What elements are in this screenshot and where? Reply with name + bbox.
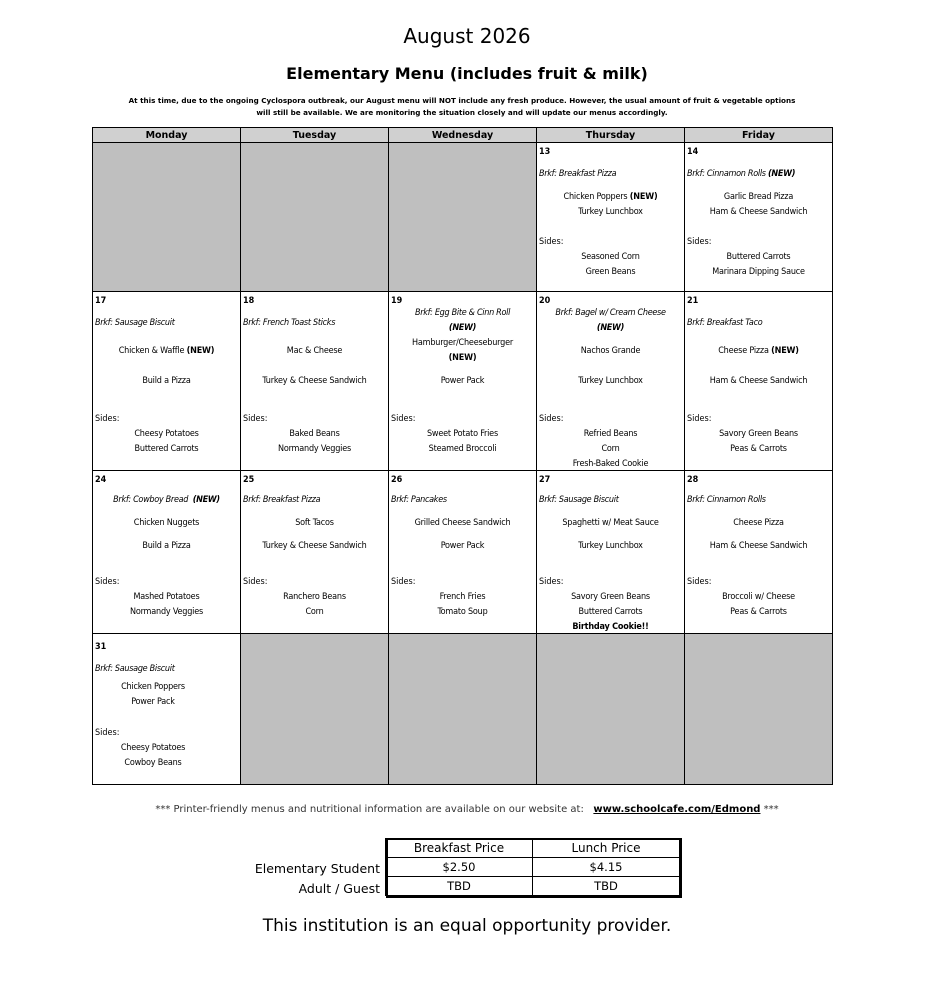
- day-number: 31: [95, 642, 107, 652]
- day-number: 14: [687, 147, 699, 157]
- side-item: Refried Beans: [583, 429, 638, 439]
- side-item: Cheesy Potatoes: [134, 429, 199, 439]
- side-item: Steamed Broccoli: [428, 444, 497, 454]
- equal-opportunity-statement: This institution is an equal opportunity provider.: [262, 916, 672, 936]
- day-number: 13: [539, 147, 551, 157]
- printer-friendly-note: [0, 804, 934, 815]
- sides-label: Sides:: [243, 577, 268, 587]
- entree: Soft Tacos: [295, 518, 334, 528]
- printer-note-suffix: ***: [763, 804, 779, 815]
- lunch-entrees: [93, 344, 240, 389]
- sides-list: [389, 427, 536, 457]
- day-cell-19: [389, 292, 537, 471]
- day-number: 21: [687, 296, 699, 306]
- day-number: 20: [539, 296, 551, 306]
- weekday-thursday: Thursday: [537, 128, 685, 143]
- side-item: Baked Beans: [289, 429, 340, 439]
- lunch-entrees: [685, 516, 832, 554]
- adult-lunch-price: TBD: [533, 877, 680, 896]
- weekday-tuesday: Tuesday: [241, 128, 389, 143]
- sides-label: Sides:: [95, 414, 120, 424]
- entree: Spaghetti w/ Meat Sauce: [562, 518, 659, 528]
- lunch-entrees: [685, 190, 832, 220]
- breakfast-item: Brkf: Breakfast Pizza: [539, 169, 617, 179]
- entree: Grilled Cheese Sandwich: [414, 518, 511, 528]
- side-item: Sweet Potato Fries: [426, 429, 498, 439]
- day-cell-21: [685, 292, 833, 471]
- weekday-friday: Friday: [685, 128, 833, 143]
- entree: Cheese Pizza: [718, 346, 769, 356]
- sides-label: Sides:: [95, 728, 120, 738]
- adult-breakfast-price: TBD: [386, 877, 533, 896]
- entree: Turkey Lunchbox: [578, 207, 643, 217]
- sides-label: Sides:: [391, 414, 416, 424]
- lunch-entrees: [241, 344, 388, 389]
- sides-list: [241, 590, 388, 620]
- side-item: Normandy Veggies: [277, 444, 352, 454]
- entree: Turkey & Cheese Sandwich: [262, 376, 367, 386]
- entree: Chicken Nuggets: [133, 518, 200, 528]
- side-item: Cheesy Potatoes: [120, 743, 186, 753]
- breakfast-item: Brkf: Breakfast Taco: [687, 318, 763, 328]
- entree: Ham & Cheese Sandwich: [709, 207, 808, 217]
- side-item: Savory Green Beans: [719, 429, 798, 439]
- weekday-monday: Monday: [93, 128, 241, 143]
- new-badge: (NEW): [629, 192, 658, 202]
- entree: Power Pack: [440, 541, 485, 551]
- side-item: Cowboy Beans: [124, 758, 182, 768]
- sides-list: [93, 741, 213, 771]
- lunch-entrees: [93, 680, 213, 710]
- entree: Chicken Poppers: [121, 682, 185, 692]
- day-cell-17: [93, 292, 241, 471]
- side-item: Buttered Carrots: [578, 607, 643, 617]
- side-item: Corn: [305, 607, 324, 617]
- entree: Ham & Cheese Sandwich: [709, 376, 808, 386]
- breakfast-item: Brkf: Bagel w/ Cream Cheese (NEW): [555, 308, 666, 333]
- student-breakfast-price: $2.50: [386, 858, 533, 877]
- side-item: Birthday Cookie!!: [572, 622, 649, 632]
- day-cell-18: [241, 292, 389, 471]
- sides-list: [537, 427, 684, 471]
- entree: Turkey Lunchbox: [578, 376, 643, 386]
- day-cell-28: [685, 471, 833, 634]
- notice-line-2: will still be available. We are monitoring the situation closely and will update our menus accordingly.: [256, 108, 668, 117]
- side-item: Buttered Carrots: [134, 444, 199, 454]
- entree: Build a Pizza: [142, 376, 191, 386]
- sides-list: [537, 250, 684, 280]
- lunch-price-header: Lunch Price: [533, 839, 680, 858]
- breakfast-item: Brkf: French Toast Sticks: [243, 318, 336, 328]
- breakfast-item: Brkf: Sausage Biscuit: [539, 495, 619, 505]
- empty-day-cell: [93, 143, 241, 292]
- price-label-adult: Adult / Guest: [298, 881, 380, 896]
- entree: Build a Pizza: [142, 541, 191, 551]
- day-number: 24: [95, 475, 107, 485]
- price-row-adult: [386, 877, 680, 896]
- sides-list: [685, 427, 832, 457]
- day-number: 19: [391, 296, 403, 306]
- day-number: 25: [243, 475, 255, 485]
- lunch-entrees: [389, 516, 536, 554]
- side-item: Savory Green Beans: [571, 592, 650, 602]
- new-badge: (NEW): [771, 346, 799, 356]
- sides-list: [93, 590, 240, 620]
- day-cell-27: [537, 471, 685, 634]
- entree: Mac & Cheese: [286, 346, 343, 356]
- menu-calendar: [92, 127, 833, 785]
- student-lunch-price: $4.15: [533, 858, 680, 877]
- sides-label: Sides:: [539, 414, 564, 424]
- sides-label: Sides:: [539, 577, 564, 587]
- day-cell-31: [93, 634, 241, 785]
- lunch-entrees: [537, 516, 684, 554]
- day-cell-13: [537, 143, 685, 292]
- week-row-2: [93, 292, 833, 471]
- lunch-entrees: [389, 336, 536, 389]
- side-item: Broccoli w/ Cheese: [722, 592, 795, 602]
- weekday-header-row: [93, 128, 833, 143]
- breakfast-item: Brkf: Cowboy Bread (NEW): [113, 495, 220, 505]
- day-cell-26: [389, 471, 537, 634]
- produce-notice: [92, 95, 832, 119]
- side-item: Buttered Carrots: [726, 252, 791, 262]
- entree: Ham & Cheese Sandwich: [709, 541, 808, 551]
- sides-label: Sides:: [95, 577, 120, 587]
- breakfast-item: Brkf: Sausage Biscuit: [95, 318, 175, 328]
- lunch-entrees: [537, 190, 684, 220]
- week-row-1: [93, 143, 833, 292]
- sides-list: [93, 427, 240, 457]
- week-row-4: [93, 634, 833, 785]
- entree: Power Pack: [440, 376, 485, 386]
- entree: Turkey Lunchbox: [578, 541, 643, 551]
- day-number: 27: [539, 475, 551, 485]
- price-label-student: Elementary Student: [254, 861, 380, 876]
- breakfast-price-header: Breakfast Price: [386, 839, 533, 858]
- day-number: 28: [687, 475, 699, 485]
- empty-day-cell: [241, 634, 389, 785]
- empty-day-cell: [685, 634, 833, 785]
- printer-note-text: *** Printer-friendly menus and nutritional information are available on our website at:: [155, 804, 584, 815]
- entree: Chicken & Waffle: [118, 346, 185, 356]
- side-item: Corn: [601, 444, 620, 454]
- sides-label: Sides:: [243, 414, 268, 424]
- side-item: Peas & Carrots: [730, 444, 787, 454]
- sides-label: Sides:: [687, 414, 712, 424]
- notice-line-1: At this time, due to the ongoing Cyclospora outbreak, our August menu will NOT include any fresh produce. However, the usual amount of fruit & vegetable options: [128, 96, 796, 105]
- sides-list: [537, 590, 684, 634]
- entree: Cheese Pizza: [733, 518, 784, 528]
- breakfast-item: Brkf: Pancakes: [391, 495, 447, 505]
- side-item: Green Beans: [585, 267, 636, 277]
- sides-label: Sides:: [687, 577, 712, 587]
- breakfast-item: Brkf: Cinnamon Rolls (NEW): [687, 169, 796, 179]
- side-item: Mashed Potatoes: [133, 592, 200, 602]
- day-number: 18: [243, 296, 255, 306]
- sides-list: [685, 250, 832, 280]
- sides-list: [241, 427, 388, 457]
- lunch-entrees: [537, 344, 684, 389]
- day-cell-14: [685, 143, 833, 292]
- lunch-entrees: [685, 344, 832, 389]
- side-item: Marinara Dipping Sauce: [712, 267, 805, 277]
- sides-list: [685, 590, 832, 620]
- breakfast-item: Brkf: Cinnamon Rolls: [687, 495, 766, 505]
- day-cell-24: [93, 471, 241, 634]
- empty-day-cell: [389, 143, 537, 292]
- side-item: Normandy Veggies: [129, 607, 204, 617]
- entree: Hamburger/Cheeseburger: [411, 338, 514, 348]
- breakfast-item: Brkf: Egg Bite & Cinn Roll (NEW): [414, 308, 511, 333]
- side-item: Ranchero Beans: [283, 592, 346, 602]
- entree: Garlic Bread Pizza: [723, 192, 794, 202]
- sides-label: Sides:: [687, 237, 712, 247]
- breakfast-item: Brkf: Breakfast Pizza: [243, 495, 321, 505]
- new-badge: (NEW): [448, 353, 477, 363]
- day-number: 26: [391, 475, 403, 485]
- price-table: [385, 838, 680, 896]
- price-row-student: [386, 858, 680, 877]
- website-link[interactable]: www.schoolcafe.com/Edmond: [593, 804, 761, 815]
- sides-list: [389, 590, 536, 620]
- entree: Turkey & Cheese Sandwich: [262, 541, 367, 551]
- entree: Nachos Grande: [580, 346, 641, 356]
- day-cell-25: [241, 471, 389, 634]
- empty-day-cell: [537, 634, 685, 785]
- sides-label: Sides:: [539, 237, 564, 247]
- empty-day-cell: [241, 143, 389, 292]
- entree: Chicken Poppers: [563, 192, 628, 202]
- side-item: Tomato Soup: [437, 607, 488, 617]
- lunch-entrees: [241, 516, 388, 554]
- week-row-3: [93, 471, 833, 634]
- entree: Power Pack: [131, 697, 175, 707]
- side-item: Peas & Carrots: [730, 607, 787, 617]
- menu-subtitle: Elementary Menu (includes fruit & milk): [286, 64, 648, 83]
- new-badge: (NEW): [186, 346, 215, 356]
- lunch-entrees: [93, 516, 240, 554]
- day-number: 17: [95, 296, 107, 306]
- sides-label: Sides:: [391, 577, 416, 587]
- breakfast-item: Brkf: Sausage Biscuit: [95, 664, 175, 674]
- price-header-row: [386, 839, 680, 858]
- side-item: Seasoned Corn: [581, 252, 640, 262]
- page-title: August 2026: [403, 24, 531, 48]
- day-cell-20: [537, 292, 685, 471]
- side-item: Fresh-Baked Cookie: [572, 459, 649, 469]
- side-item: French Fries: [439, 592, 486, 602]
- empty-day-cell: [389, 634, 537, 785]
- weekday-wednesday: Wednesday: [389, 128, 537, 143]
